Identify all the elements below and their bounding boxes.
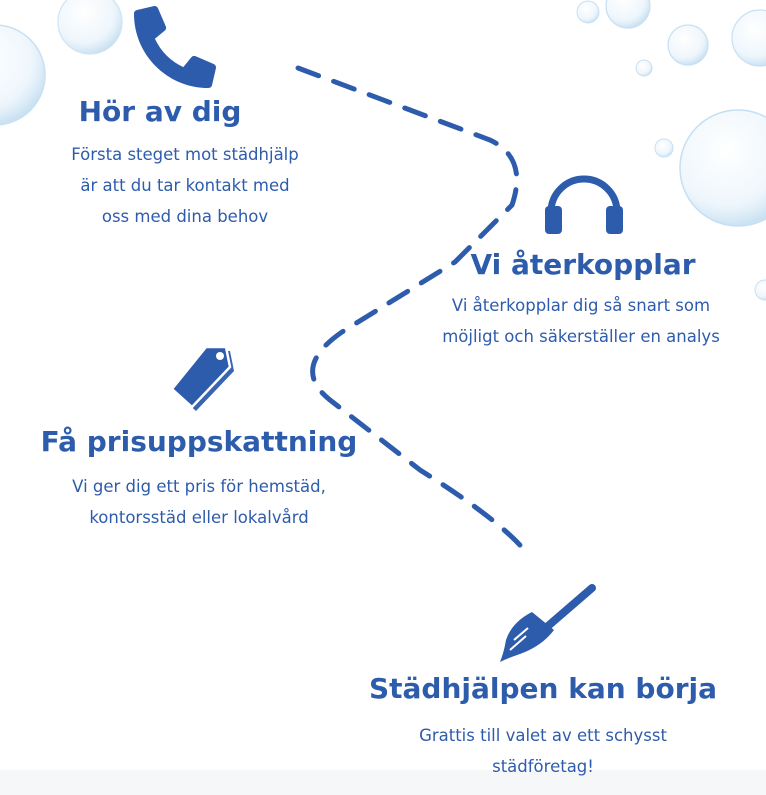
headphones-icon <box>541 172 627 236</box>
step-3-title: Få prisuppskattning <box>40 425 358 458</box>
phone-icon <box>134 6 216 88</box>
step-2-description <box>396 290 766 352</box>
step-4-title: Städhjälpen kan börja <box>368 672 717 705</box>
step-4-description <box>368 720 718 782</box>
step-4-line: Grattis till valet av ett schysst <box>419 726 667 745</box>
step-1-description <box>20 139 350 232</box>
step-4-line: städföretag! <box>492 757 594 776</box>
brush-icon <box>494 582 598 666</box>
step-2-title: Vi återkopplar <box>470 248 696 281</box>
price-tag-icon <box>160 343 236 413</box>
step-1-line: Första steget mot städhjälp <box>71 145 299 164</box>
step-1-line: är att du tar kontakt med <box>80 176 290 195</box>
step-1-line: oss med dina behov <box>101 207 269 226</box>
step-3-line: kontorsstäd eller lokalvård <box>89 508 309 527</box>
step-2-line: möjligt och säkerställer en analys <box>442 327 720 346</box>
step-1-title: Hör av dig <box>78 95 242 128</box>
step-3-line: Vi ger dig ett pris för hemstäd, <box>72 477 326 496</box>
step-2-line: Vi återkopplar dig så snart som <box>451 296 711 315</box>
step-3-description <box>24 471 374 533</box>
